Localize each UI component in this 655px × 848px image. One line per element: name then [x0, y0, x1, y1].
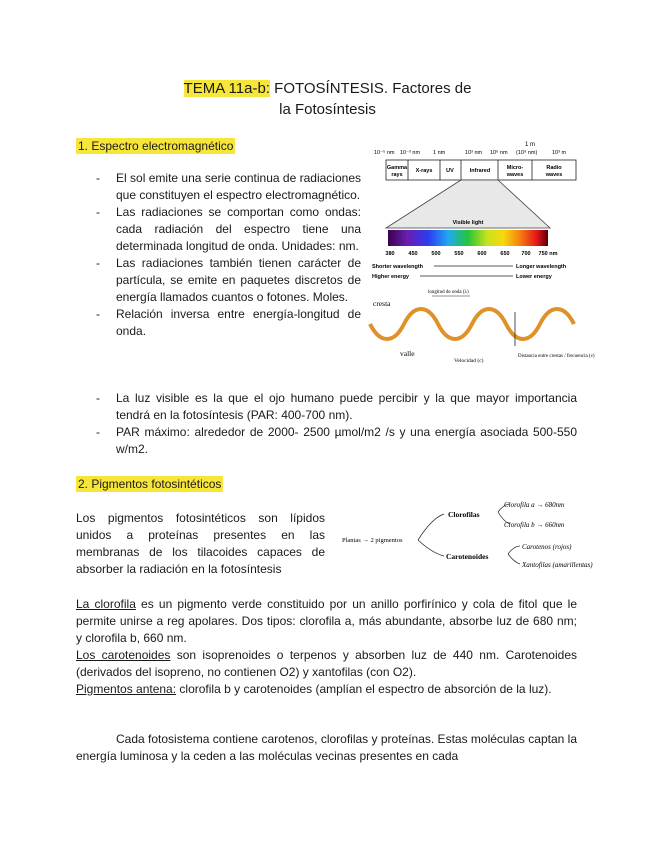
band-micro: Micro- — [506, 165, 524, 171]
page-title — [0, 78, 655, 120]
clorofila-term: La clorofila — [76, 597, 136, 611]
wave-speed: Velocidad (c) — [454, 358, 484, 364]
section2-heading-wrap — [76, 475, 223, 493]
diagram-clor-b: Clorofila b → 660nm — [504, 521, 565, 529]
shorter-wavelength: Shorter wavelength — [372, 264, 424, 270]
carot-term: Los carotenoides — [76, 648, 171, 662]
bullet-item: - Las radiaciones también tienen carácter de partícula, se emite en paquetes discretos de energía llamados cuantos o fotones. Moles. — [96, 255, 361, 306]
vis-tick: 380 — [385, 251, 395, 257]
lower-energy: Lower energy — [516, 274, 552, 280]
wave-figure — [370, 284, 595, 366]
carot-text: son isoprenoides o terpenos y absorben luz de 440 nm. Carotenoides (derivados del isopreno, no contienen O2) y xantofilas (con O2). — [76, 648, 577, 679]
vis-tick: 600 — [477, 251, 487, 257]
visible-label: Visible light — [452, 220, 484, 226]
scale-1m: 1 m — [524, 142, 536, 148]
diagram-root: Plantas → 2 pigmentos — [342, 537, 403, 544]
band-uv: UV — [446, 168, 454, 174]
scale-tick: (10⁹ nm) — [516, 150, 538, 156]
bullet-item: - Relación inversa entre energía-longitud de onda. — [96, 306, 361, 340]
antena-paragraph — [76, 681, 577, 698]
clorofila-paragraph — [76, 596, 577, 647]
wave-line — [370, 309, 574, 339]
vis-tick: 700 — [521, 251, 531, 257]
band-gamma-2: rays — [391, 172, 403, 178]
section2-heading: 2. Pigmentos fotosintéticos — [78, 477, 222, 491]
higher-energy: Higher energy — [372, 274, 409, 280]
vis-tick: 650 — [500, 251, 510, 257]
vis-tick: 500 — [431, 251, 441, 257]
scale-tick: 1 nm — [433, 150, 446, 156]
spectrum-figure — [370, 138, 580, 283]
title-highlight: TEMA 11a-b: — [183, 80, 270, 97]
clorofila-text: es un pigmento verde constituido por un anillo porfirínico y cola de fitol que le permite unirse a reg apolares. Dos tipos: clorofila a, más abundante, absorbe luz de 680 nm; y clorofila b, 660 nm. — [76, 597, 578, 645]
wave-frequency: Distancia entre crestas / frecuencia (ν) — [518, 354, 595, 359]
bullet-item: - La luz visible es la que el ojo humano puede percibir y la que mayor importancia tendrá en la fotosíntesis (PAR: 400-700 nm). — [96, 390, 577, 424]
diagram-xantofilas: Xantofilas (amarillentas) — [522, 561, 593, 569]
wave-valley: valle — [400, 349, 415, 358]
band-xrays: X-rays — [415, 168, 433, 174]
pigments-diagram — [340, 498, 593, 580]
band-radio: Radio — [546, 165, 562, 171]
section1-heading-wrap — [76, 137, 235, 155]
diagram-carotenos: Carotenos (rojos) — [522, 543, 572, 551]
wave-wavelength: longitud de onda (λ) — [428, 290, 469, 295]
antena-term: Pigmentos antena: — [76, 682, 177, 696]
antena-text: clorofila b y carotenoides (amplían el espectro de absorción de la luz). — [176, 682, 552, 696]
band-gamma: Gamma — [386, 165, 408, 171]
vis-tick: 450 — [408, 251, 418, 257]
section1-bullets — [96, 170, 361, 340]
band-micro-2: waves — [506, 172, 524, 178]
scale-tick: 10⁻⁵ nm — [374, 150, 395, 156]
section2-intro: Los pigmentos fotosintéticos son lípidos unidos a proteínas presentes en las membranas de los tilacoides capaces de absorber la radiación en la fotosíntesis — [76, 511, 325, 576]
section1-heading: 1. Espectro electromagnético — [78, 139, 234, 153]
bullet-item: - El sol emite una serie continua de radiaciones que constituyen el espectro electromagnético. — [96, 170, 361, 204]
diagram-clorofilas: Clorofilas — [448, 510, 480, 519]
scale-tick: 10³ m — [552, 150, 567, 156]
fotosistema-paragraph: Cada fotosistema contiene carotenos, clorofilas y proteínas. Estas moléculas captan la energía luminosa y la ceden a las moléculas vecinas presentes en cada — [76, 732, 577, 763]
section1-bullets-wide — [96, 390, 577, 458]
carotenoides-paragraph — [76, 647, 577, 681]
longer-wavelength: Longer wavelength — [516, 264, 567, 270]
pigments-paragraphs — [76, 596, 577, 698]
title-line1: FOTOSÍNTESIS. Factores de — [269, 80, 472, 97]
wave-crest: cresta — [373, 299, 391, 308]
diagram-clor-a: Clorofila a → 680nm — [504, 501, 565, 509]
vis-tick: 550 — [454, 251, 464, 257]
scale-tick: 10³ nm — [465, 150, 483, 156]
diagram-carotenoides: Carotenoides — [446, 552, 489, 561]
band-infrared: Infrared — [469, 168, 491, 174]
bullet-item: - PAR máximo: alrededor de 2000- 2500 µmol/m2 /s y una energía asociada 500-550 w/m2. — [96, 424, 577, 458]
title-line2: la Fotosíntesis — [279, 101, 376, 118]
scale-tick: 10⁻³ nm — [400, 150, 421, 156]
scale-tick: 10⁶ nm — [490, 150, 508, 156]
band-radio-2: waves — [545, 172, 563, 178]
bullet-item: - Las radiaciones se comportan como ondas: cada radiación del espectro tiene una determinada longitud de onda. Unidades: nm. — [96, 204, 361, 255]
vis-tick: 750 nm — [538, 251, 558, 257]
visible-gradient — [388, 230, 548, 246]
